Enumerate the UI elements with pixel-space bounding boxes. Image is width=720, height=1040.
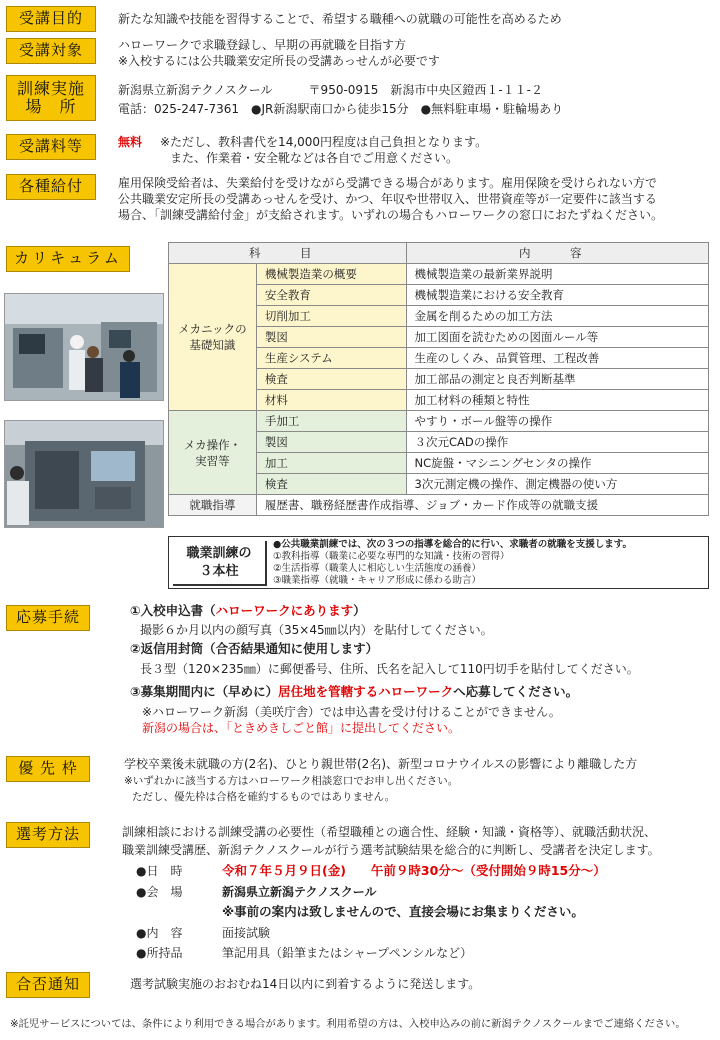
subject-cell: 手加工 — [256, 411, 406, 432]
selection-venue-value: 新潟県立新潟テクノスクール — [222, 885, 377, 899]
selection-line1: 訓練相談における訓練受講の必要性（希望職種との適合性、経験・知識・資格等）、就職活動状況、 — [122, 825, 657, 839]
subject-cell: 製図 — [256, 432, 406, 453]
content-cell: 金属を削るための加工方法 — [406, 306, 708, 327]
footer-note: ※託児サービスについては、条件により利用できる場合があります。利用希望の方は、入校申込みの前に新潟テクノスクールまでご連絡ください。 — [10, 1018, 686, 1030]
apply-step2-body: 長３型（120×235㎜）に郵便番号、住所、氏名を記入して110円切手を貼付してください。 — [140, 662, 639, 676]
target-text-1: ハローワークで求職登録し、早期の再就職を目指す方 — [118, 38, 407, 52]
table-row — [169, 411, 709, 432]
apply-note2: 新潟の場合は、「ときめきしごと館」に提出してください。 — [142, 721, 461, 735]
apply-step1-end: ） — [353, 603, 366, 618]
content-cell: 加工図面を読むための図面ルール等 — [406, 327, 708, 348]
selection-venue-note: ※事前の案内は致しませんので、直接会場にお集まりください。 — [222, 904, 584, 919]
priority-line1: 学校卒業後未就職の方(2名)、ひとり親世帯(2名)、新型コロナウイルスの影響により離職した方 — [124, 757, 638, 771]
selection-venue-key: ●会 場 — [136, 885, 183, 899]
apply-step2-title: ②返信用封筒（合否結果通知に使用します） — [130, 641, 379, 656]
selection-items-key: ●所持品 — [136, 946, 183, 960]
result-text: 選考試験実施のおおむね14日以内に到着するように発送します。 — [130, 977, 481, 991]
priority-line3: ただし、優先枠は合格を確約するものではありません。 — [132, 791, 396, 803]
label-benefits: 各種給付 — [6, 174, 96, 200]
benefits-3: 場合、「訓練受講給付金」が支給されます。いずれの場合もハローワークの窓口におたずねください。 — [118, 208, 664, 222]
three-pillars-title — [173, 541, 267, 586]
label-fee: 受講料等 — [6, 134, 96, 160]
pillars-line: ●公共職業訓練では、次の３つの指導を総合的に行い、求職者の就職を支援します。 — [273, 539, 633, 550]
location-address: 新潟県立新潟テクノスクール 〒950-0915 新潟市中央区鐙西１-１１-２ — [118, 83, 543, 97]
content-cell: ３次元CADの操作 — [406, 432, 708, 453]
factory-photo-1 — [4, 293, 164, 401]
content-cell: 生産のしくみ、品質管理、工程改善 — [406, 348, 708, 369]
header-content: 内 容 — [406, 243, 708, 264]
support-name: 就職指導 — [169, 495, 257, 516]
label-selection: 選考方法 — [6, 822, 90, 848]
apply-step1-a: ①入校申込書（ — [130, 603, 216, 618]
apply-step3-b: へ応募してください。 — [453, 684, 579, 699]
group-basics-line1: メカニックの — [178, 322, 247, 336]
target-text-2: ※入校するには公共職業安定所長の受講あっせんが必要です — [118, 54, 440, 68]
selection-content-key: ●内 容 — [136, 926, 183, 940]
apply-step1-body: 撮影６か月以内の顔写真（35×45㎜以内）を貼付してください。 — [140, 623, 493, 637]
pillars-line: ③職業指導（就職・キャリア形成に係わる助言） — [273, 575, 482, 586]
subject-cell: 検査 — [256, 369, 406, 390]
selection-date-value: 令和７年５月９日(金) 午前９時30分～（受付開始９時15分～） — [222, 863, 606, 878]
pillars-line: ①教科指導（職業に必要な専門的な知識・技術の習得） — [273, 551, 510, 562]
apply-step3-a: ③募集期間内に（早めに） — [130, 684, 279, 699]
label-apply: 応募手続 — [6, 605, 90, 631]
benefits-1: 雇用保険受給者は、失業給付を受けながら受講できる場合があります。雇用保険を受けられない方で — [118, 176, 658, 190]
three-pillars-title-line1: 職業訓練の — [186, 546, 252, 561]
fee-free: 無料 — [118, 135, 143, 149]
curriculum-table — [168, 242, 709, 516]
label-location-line1: 訓練実施 — [16, 78, 85, 98]
subject-cell: 材料 — [256, 390, 406, 411]
three-pillars-box — [168, 536, 709, 589]
content-cell: 3次元測定機の操作、測定機器の使い方 — [406, 474, 708, 495]
location-phone: 電話：025-247-7361 ●JR新潟駅南口から徒歩15分 ●無料駐車場・駐輪場あり — [118, 102, 564, 116]
label-location-line2: 場 所 — [25, 97, 77, 116]
fee-note-1: ※ただし、教科書代を14,000円程度は自己負担となります。 — [160, 135, 488, 149]
label-purpose: 受講目的 — [6, 6, 96, 32]
group-basics — [169, 264, 257, 411]
subject-cell: 切削加工 — [256, 306, 406, 327]
group-basics-line2: 基礎知識 — [189, 338, 236, 352]
fee-note-2: また、作業着・安全靴などは各自でご用意ください。 — [170, 151, 459, 165]
content-cell: 加工部品の測定と良否判断基準 — [406, 369, 708, 390]
curriculum-header-row — [169, 243, 709, 264]
apply-step1-title — [130, 603, 366, 619]
selection-items-value: 筆記用具（鉛筆またはシャープペンシルなど） — [222, 946, 473, 960]
content-cell: やすり・ボール盤等の操作 — [406, 411, 708, 432]
group-practice — [169, 411, 257, 495]
label-result: 合否通知 — [6, 972, 90, 998]
content-cell: NC旋盤・マシニングセンタの操作 — [406, 453, 708, 474]
content-cell: 加工材料の種類と特性 — [406, 390, 708, 411]
selection-date-key: ●日 時 — [136, 864, 183, 878]
group-practice-line2: 実習等 — [195, 453, 230, 468]
subject-cell: 製図 — [256, 327, 406, 348]
subject-cell: 安全教育 — [256, 285, 406, 306]
priority-line2: ※いずれかに該当する方はハローワーク相談窓口でお申し出ください。 — [124, 775, 459, 787]
subject-cell: 機械製造業の概要 — [256, 264, 406, 285]
subject-cell: 検査 — [256, 474, 406, 495]
selection-line2: 職業訓練受講歴、新潟テクノスクールが行う選考試験結果を総合的に判断し、受講者を決定します。 — [122, 843, 660, 857]
apply-step3-red: 居住地を管轄するハローワーク — [278, 684, 454, 699]
content-cell: 機械製造業の最新業界説明 — [406, 264, 708, 285]
apply-step1-red: ハローワークにあります — [215, 603, 354, 618]
label-curriculum: カリキュラム — [6, 246, 130, 272]
header-subject: 科 目 — [169, 243, 407, 264]
support-content: 履歴書、職務経歴書作成指導、ジョブ・カード作成等の就職支援 — [256, 495, 708, 516]
apply-step3 — [130, 684, 578, 700]
three-pillars-title-line2: ３本柱 — [199, 564, 239, 579]
content-cell: 機械製造業における安全教育 — [406, 285, 708, 306]
table-row — [169, 495, 709, 516]
selection-content-value: 面接試験 — [222, 926, 271, 940]
apply-note1: ※ハローワーク新潟（美咲庁舎）では申込書を受け付けることができません。 — [142, 705, 561, 719]
benefits-2: 公共職業安定所長の受講あっせんを受け、かつ、年収や世帯収入、世帯資産等が一定要件に該当する — [118, 192, 657, 206]
label-location — [6, 75, 96, 121]
pillars-line: ②生活指導（職業人に相応しい生活態度の涵養） — [273, 563, 482, 574]
three-pillars-list — [273, 539, 632, 587]
label-target: 受講対象 — [6, 38, 96, 64]
purpose-text: 新たな知識や技能を習得することで、希望する職種への就職の可能性を高めるため — [118, 12, 562, 26]
factory-photo-2 — [4, 420, 164, 528]
subject-cell: 生産システム — [256, 348, 406, 369]
table-row — [169, 264, 709, 285]
subject-cell: 加工 — [256, 453, 406, 474]
group-practice-line1: メカ操作・ — [183, 437, 242, 452]
label-priority: 優 先 枠 — [6, 756, 90, 782]
